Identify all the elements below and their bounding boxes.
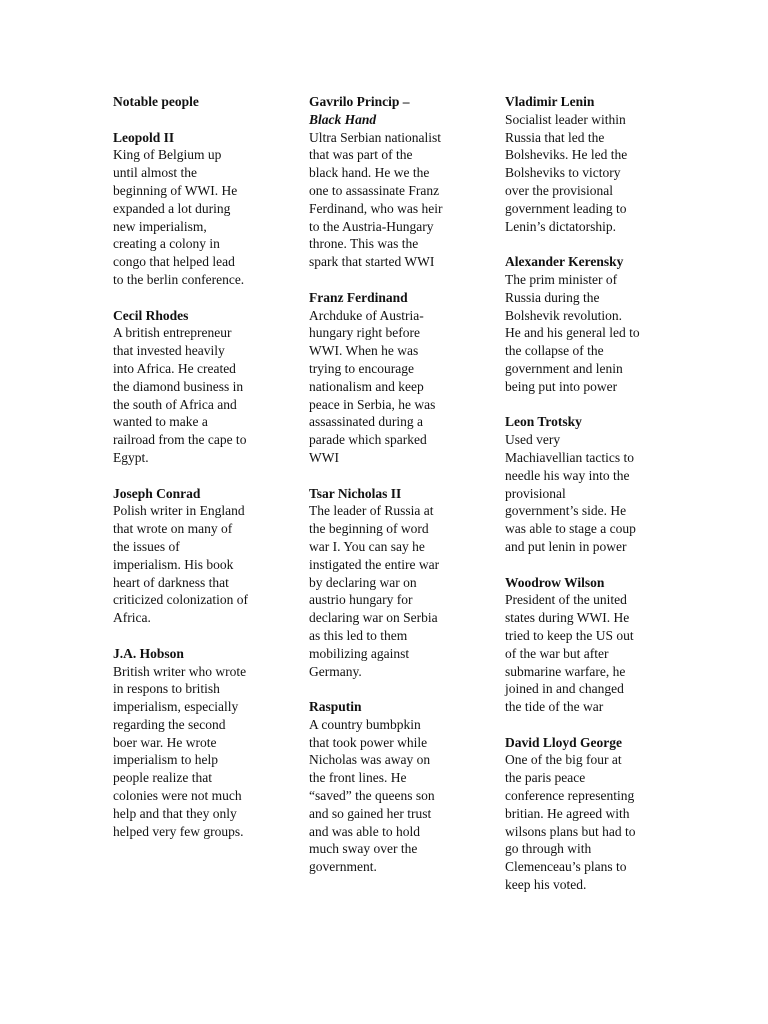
person-name: Alexander Kerensky [505,254,624,270]
section-title: Notable people [113,94,199,109]
person-entry-david-lloyd-george [505,734,665,894]
person-description: British writer who wrote in respons to british imperialism, especially regarding the second boer war. He wrote imperialism to help people realize that colonies were not much help and that they only helped very few groups. [113,663,247,839]
person-name: Vladimir Lenin [505,94,595,109]
person-entry-joseph-conrad [113,485,273,627]
person-description: President of the united states during WWI. He tried to keep the US out of the war but after submarine warfare, he joined in and changed the tide of the war [505,592,634,715]
person-name: Woodrow Wilson [505,574,605,590]
person-name: J.A. Hobson [113,645,184,661]
column-3 [505,93,665,912]
person-name-text: Gavrilo Princip – [309,94,410,109]
person-description: A british entrepreneur that invested heavily into Africa. He created the diamond business in the south of Africa and wanted to make a railroad from the cape to Egypt. [113,325,247,465]
person-description: One of the big four at the paris peace conference representing britian. He agreed with wilsons plans but had to go through with Clemenceau’s plans to keep his voted. [505,752,636,893]
person-entry-gavrilo-princip [309,93,469,271]
person-name: Cecil Rhodes [113,307,189,323]
person-affiliation: Black Hand [309,111,377,127]
person-description: King of Belgium up until almost the beginning of WWI. He expanded a lot during new imperialism, creating a colony in congo that helped lead to the berlin conference. [113,147,245,287]
person-entry-vladimir-lenin [505,93,665,235]
section-title-block [113,93,273,111]
column-2 [309,93,469,894]
person-description: The prim minister of Russia during the Bolshevik revolution. He and his general led to the collapse of the government and lenin being put into power [505,271,640,394]
person-name: Tsar Nicholas II [309,485,402,501]
person-name: David Lloyd George [505,734,622,750]
person-name: Rasputin [309,699,362,715]
person-name [309,93,469,129]
person-description: Used very Machiavellian tactics to needle his way into the provisional government’s side. He was able to stage a coup and put lenin in power [505,432,636,554]
person-entry-leopold-ii [113,129,273,289]
person-name: Leon Trotsky [505,414,582,430]
person-entry-franz-ferdinand [309,289,469,467]
person-entry-cecil-rhodes [113,307,273,467]
person-name: Joseph Conrad [113,485,201,501]
person-description: Archduke of Austria- hungary right before WWI. When he was trying to encourage nationalism and keep peace in Serbia, he was assassinated during a parade which sparked WWI [309,307,436,465]
person-entry-woodrow-wilson [505,574,665,716]
person-entry-leon-trotsky [505,413,665,555]
person-entry-alexander-kerensky [505,253,665,395]
person-description: A country bumbpkin that took power while Nicholas was away on the front lines. He “saved” the queens son and so gained her trust and was able to hold much sway over the government. [309,716,435,875]
person-name: Leopold II [113,129,175,145]
person-name: Franz Ferdinand [309,289,408,305]
person-description: Socialist leader within Russia that led the Bolsheviks. He led the Bolsheviks to victory over the provisional government leading to Lenin’s dictatorship. [505,111,628,234]
person-description: Polish writer in England that wrote on many of the issues of imperialism. His book heart of darkness that criticized colonization of Africa. [113,503,248,626]
person-description: The leader of Russia at the beginning of word war I. You can say he instigated the entire war by declaring war on austrio hungary for declaring war on Serbia as this led to them mobilizing against Germany. [309,503,440,679]
person-entry-ja-hobson [113,645,273,841]
person-entry-rasputin [309,698,469,876]
person-description: Ultra Serbian nationalist that was part of the black hand. He we the one to assassinate Franz Ferdinand, who was heir to the Austria-Hungary throne. This was the spark that started WWI [309,129,443,270]
person-entry-tsar-nicholas-ii [309,485,469,681]
column-1 [113,93,273,858]
